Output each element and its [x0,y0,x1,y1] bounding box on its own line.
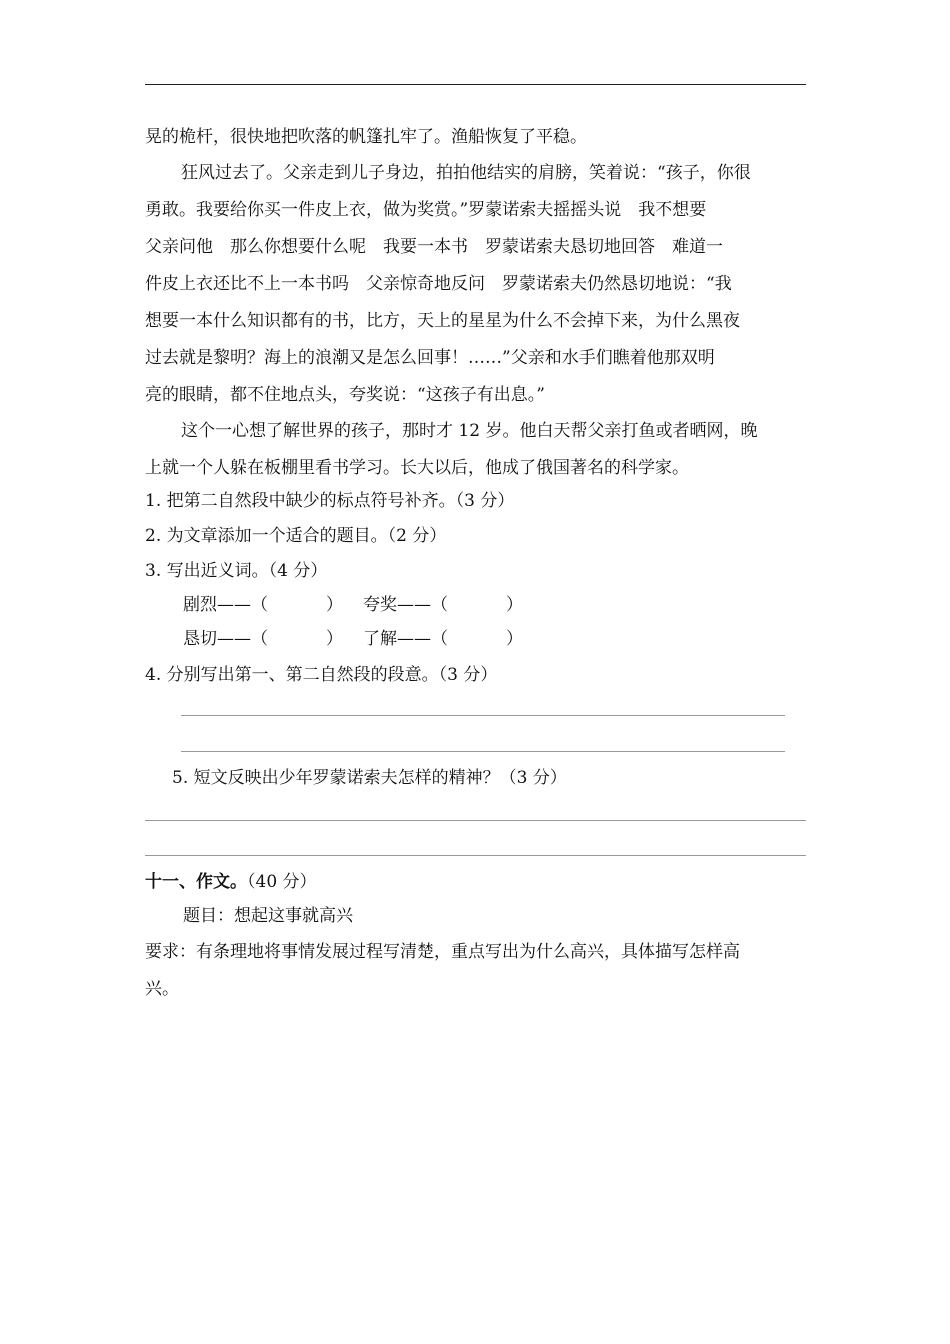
synonym-row-1 [183,594,343,616]
passage-p2-line: 想要一本什么知识都有的书，比方，天上的星星为什么不会掉下来，为什么黑夜 [145,311,740,331]
synonym-row-2 [183,628,343,650]
synonym-prompt: 剧烈——（ [183,595,268,615]
synonym-answer-blank[interactable] [268,628,326,650]
passage-p2-line: 勇敢。我要给你买一件皮上衣，做为奖赏。”罗蒙诺索夫摇摇头说 我不想要 [145,200,707,220]
synonym-row-1b [363,594,523,616]
question-3: 3. 写出近义词。（4 分） [145,561,328,581]
passage-p2-line: 父亲问他 那么你想要什么呢 我要一本书 罗蒙诺索夫恳切地回答 难道一 [145,237,723,257]
answer-line[interactable] [145,820,806,821]
answer-line[interactable] [145,855,806,856]
composition-requirement: 兴。 [145,979,179,999]
answer-line[interactable] [181,751,785,752]
question-1: 1. 把第二自然段中缺少的标点符号补齐。（3 分） [145,491,515,511]
synonym-close: ） [326,629,343,649]
question-2: 2. 为文章添加一个适合的题目。（2 分） [145,526,447,546]
passage-p2-line: 过去就是黎明？海上的浪潮又是怎么回事！……”父亲和水手们瞧着他那双明 [145,348,715,368]
question-5: 5. 短文反映出少年罗蒙诺索夫怎样的精神？（3 分） [172,768,567,788]
passage-p2-line: 件皮上衣还比不上一本书吗 父亲惊奇地反问 罗蒙诺索夫仍然恳切地说：“我 [145,274,732,294]
passage-p3-line: 这个一心想了解世界的孩子，那时才 12 岁。他白天帮父亲打鱼或者晒网，晚 [181,421,758,441]
composition-heading [145,871,317,893]
synonym-answer-blank[interactable] [448,594,506,616]
passage-p3-line: 上就一个人躲在板棚里看书学习。长大以后，他成了俄国著名的科学家。 [145,458,689,478]
answer-line[interactable] [181,715,785,716]
synonym-prompt: 恳切——（ [183,629,268,649]
header-rule [145,84,806,85]
synonym-close: ） [326,595,343,615]
composition-requirement: 要求：有条理地将事情发展过程写清楚，重点写出为什么高兴，具体描写怎样高 [145,942,740,962]
passage-p2-line: 亮的眼睛，都不住地点头，夸奖说：“这孩子有出息。” [145,385,545,405]
synonym-close: ） [506,595,523,615]
synonym-close: ） [506,629,523,649]
passage-p2-line: 狂风过去了。父亲走到儿子身边，拍拍他结实的肩膀，笑着说：“孩子，你很 [181,163,751,183]
question-4: 4. 分别写出第一、第二自然段的段意。（3 分） [145,665,498,685]
synonym-answer-blank[interactable] [448,628,506,650]
synonym-prompt: 夸奖——（ [363,595,448,615]
synonym-answer-blank[interactable] [268,594,326,616]
composition-score: （40 分） [247,872,317,892]
synonym-row-2b [363,628,523,650]
passage-p1-tail: 晃的桅杆，很快地把吹落的帆篷扎牢了。渔船恢复了平稳。 [145,127,587,147]
composition-topic: 题目：想起这事就高兴 [183,906,353,926]
synonym-prompt: 了解——（ [363,629,448,649]
composition-title: 十一、作文。 [145,872,247,892]
